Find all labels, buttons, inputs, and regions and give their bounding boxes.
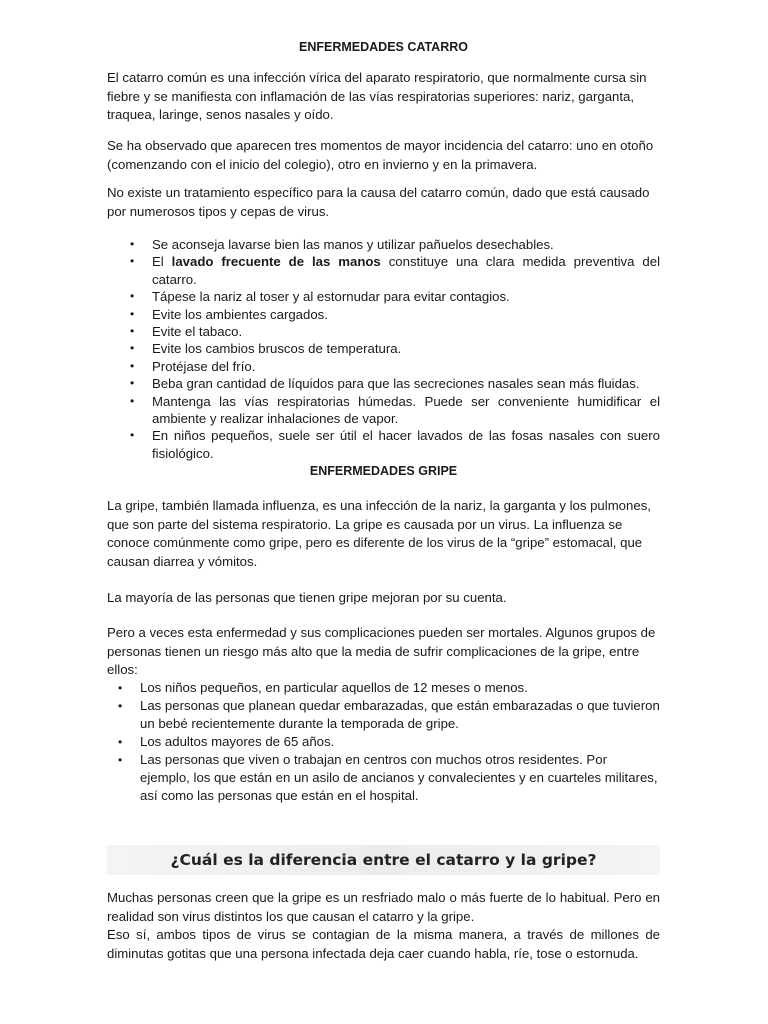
gripe-intro-block xyxy=(107,497,660,571)
bullet-icon: • xyxy=(130,341,135,356)
list-item: • Evite el tabaco. xyxy=(130,324,243,340)
list-item: • Los niños pequeños, en particular aquellos de 12 meses o menos. xyxy=(118,680,528,695)
bullet-icon: • xyxy=(130,376,135,391)
list-item: • Los adultos mayores de 65 años. xyxy=(118,734,335,749)
gripe-paragraph-3: Pero a veces esta enfermedad y sus complicaciones pueden ser mortales. Algunos grupos de personas tienen un riesgo más alto que la media de sufrir complicaciones de la gripe, entre ellos: xyxy=(107,625,656,678)
bullet-icon: • xyxy=(130,324,135,339)
gripe-title: ENFERMEDADES GRIPE xyxy=(309,464,458,478)
list-item: • Mantenga las vías respiratorias húmedas. Puede ser conveniente humidificar el ambiente y realizar inhalaciones de vapor. xyxy=(130,393,660,427)
catarro-paragraph-2: Se ha observado que aparecen tres momentos de mayor incidencia del catarro: uno en otoño (comenzando con el inicio del colegio), otro en invierno y en la primavera. xyxy=(107,138,654,172)
bullet-icon: • xyxy=(130,358,135,373)
emphasis-text: lavado frecuente de las manos xyxy=(171,254,381,270)
catarro-treatment-block xyxy=(107,184,660,221)
list-item: • En niños pequeños, suele ser útil el hacer lavados de las fosas nasales con suero fisiológico. xyxy=(130,428,660,461)
list-item: • Evite los cambios bruscos de temperatura. xyxy=(130,341,402,357)
list-item: • El lavado frecuente de las manos constituye una clara medida preventiva del catarro. xyxy=(130,254,661,287)
catarro-paragraph-3: No existe un tratamiento específico para la causa del catarro común, dado que está causado por numerosos tipos y cepas de virus. xyxy=(107,185,650,219)
bullet-icon: • xyxy=(118,699,123,713)
gripe-paragraph-1: La gripe, también llamada influenza, es una infección de la nariz, la garganta y los pulmones, que son parte del sistema respiratorio. La gripe es causada por un virus. La influenza se conoce comúnmente como gripe, pero es diferente de los virus de la “gripe” estomacal, que causan diarrea y vómitos. xyxy=(107,498,651,569)
list-item: • Evite los ambientes cargados. xyxy=(130,306,328,322)
bullet-icon: • xyxy=(130,289,135,304)
bullet-icon: • xyxy=(130,237,135,251)
difference-heading: ¿Cuál es la diferencia entre el catarro y la gripe? xyxy=(170,851,597,869)
difference-block xyxy=(107,889,660,963)
difference-heading-banner xyxy=(107,845,660,875)
bullet-icon: • xyxy=(130,393,135,408)
difference-paragraph-1: Muchas personas creen que la gripe es un resfriado malo o más fuerte de lo habitual. Pero en realidad son virus distintos los que causan el catarro y la gripe. xyxy=(107,890,660,924)
list-item: • Las personas que planean quedar embarazadas, que están embarazadas o que tuvieron un bebé recientemente durante la temporada de gripe. xyxy=(118,698,660,731)
bullet-icon: • xyxy=(130,254,135,269)
gripe-recovery-block xyxy=(107,589,660,608)
gripe-paragraph-2: La mayoría de las personas que tienen gripe mejoran por su cuenta. xyxy=(107,590,507,605)
catarro-paragraph-1: El catarro común es una infección vírica del aparato respiratorio, que normalmente cursa sin fiebre y se manifiesta con inflamación de las vías respiratorias superiores: nariz, garganta, traquea, laringe, senos nasales y oído. xyxy=(107,70,647,123)
catarro-incidence-block xyxy=(107,137,660,174)
list-item: • Se aconseja lavarse bien las manos y utilizar pañuelos desechables. xyxy=(130,237,554,252)
catarro-advice-list xyxy=(130,236,661,462)
bullet-icon: • xyxy=(118,753,123,767)
catarro-title: ENFERMEDADES CATARRO xyxy=(299,40,468,54)
gripe-risk-block xyxy=(107,624,660,680)
bullet-icon: • xyxy=(118,735,123,749)
list-item: • Tápese la nariz al toser y al estornudar para evitar contagios. xyxy=(130,289,510,305)
list-item: • Beba gran cantidad de líquidos para que las secreciones nasales sean más fluidas. xyxy=(130,376,640,392)
list-item: • Las personas que viven o trabajan en centros con muchos otros residentes. Por ejemplo, los que están en un asilo de ancianos y convalecientes y en cuarteles militares, así como las personas que están en el hospital. xyxy=(118,752,658,803)
bullet-icon: • xyxy=(130,306,135,321)
gripe-risk-list xyxy=(118,679,660,805)
catarro-intro-block xyxy=(107,69,660,125)
difference-paragraph-2: Eso sí, ambos tipos de virus se contagian de la misma manera, a través de millones de diminutas gotitas que una persona infectada deja caer cuando habla, ríe, tose o estornuda. xyxy=(107,927,660,961)
bullet-icon: • xyxy=(118,681,123,695)
bullet-icon: • xyxy=(130,428,135,443)
list-item: • Protéjase del frío. xyxy=(130,358,256,374)
